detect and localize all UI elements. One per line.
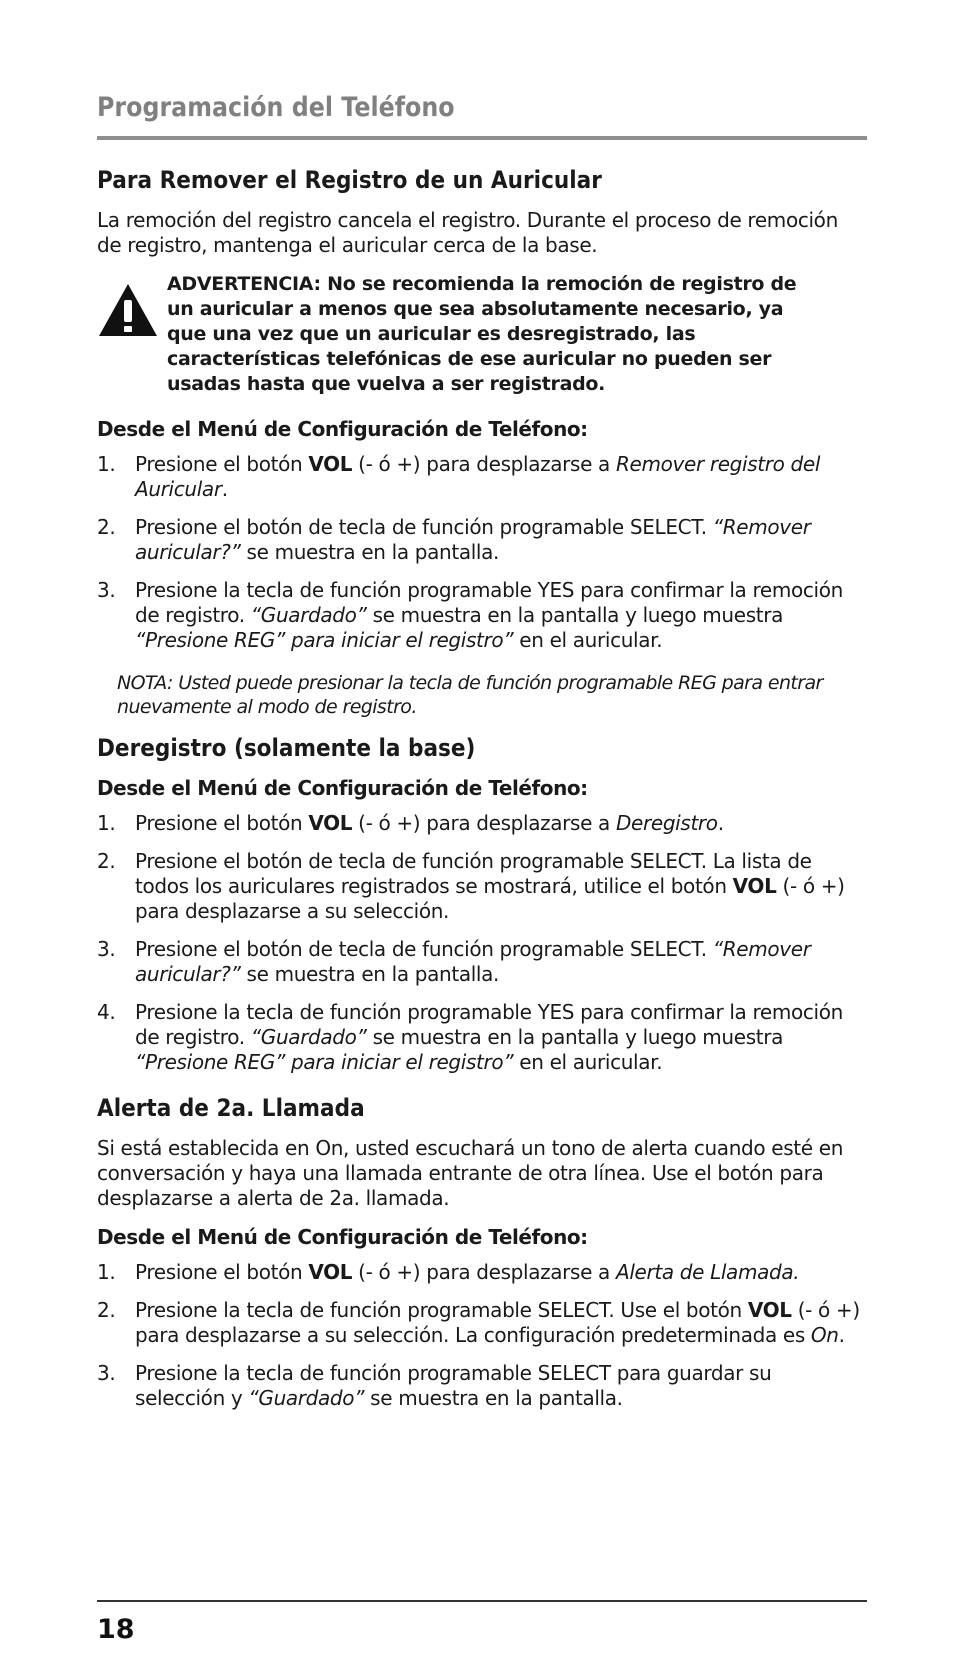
step-text-run: en el auricular. (513, 1050, 663, 1074)
section-heading-deregistration: Deregistro (solamente la base) (97, 734, 476, 762)
step-text-run: . (838, 1323, 845, 1347)
step-number: 2. (97, 849, 116, 873)
step-text (135, 849, 867, 924)
step-number: 3. (97, 937, 116, 961)
step-text-run: Presione el botón (135, 452, 309, 476)
step-number: 1. (97, 452, 116, 476)
step-text-run: VOL (747, 1298, 792, 1322)
note-text: NOTA: Usted puede presionar la tecla de función programable REG para entrar nuevamente al modo de registro. (117, 672, 823, 718)
steps-list (97, 452, 867, 653)
step-text-run: Remover registro del Auricular (135, 452, 821, 501)
step-text-run: “Presione REG” para iniciar el registro” (135, 628, 514, 652)
step-text-run: “Guardado” (250, 1025, 367, 1049)
step-text-run: se muestra en la pantalla y luego muestra (366, 1025, 784, 1049)
step-text (135, 1298, 867, 1348)
step-text-run: se muestra en la pantalla. (364, 1386, 623, 1410)
warning-text: ADVERTENCIA: No se recomienda la remoción de registro de un auricular a menos que sea absolutamente necesario, ya que una vez que un auricular es desregistrado, las características telefónicas de ese auricular no pueden ser usadas hasta que vuelva a ser registrado. (167, 273, 797, 395)
warning-triangle-icon (97, 272, 167, 397)
step-text-run: Presione la tecla de función programable SELECT. Use el botón (135, 1298, 748, 1322)
step-text (135, 937, 867, 987)
step-text-run: en el auricular. (513, 628, 663, 652)
step-item (97, 1298, 867, 1348)
step-text-run: “Guardado” (250, 603, 367, 627)
step-number: 2. (97, 515, 116, 539)
step-text-run: “Guardado” (248, 1386, 365, 1410)
step-text-run: Presione el botón (135, 811, 309, 835)
steps-list (97, 811, 867, 1075)
menu-subheading: Desde el Menú de Configuración de Teléfono: (97, 776, 588, 800)
page-header-title: Programación del Teléfono (97, 92, 455, 123)
section-heading-call-waiting-alert: Alerta de 2a. Llamada (97, 1094, 365, 1122)
step-number: 4. (97, 1000, 116, 1024)
step-text-run: Presione la tecla de función programable YES para confirmar la remoción de registro. (135, 1000, 843, 1049)
section-intro-call-waiting-alert: Si está establecida en On, usted escuchará un tono de alerta cuando esté en conversación y haya una llamada entrante de otra línea. Use el botón para desplazarse a alerta de 2a. llamada. (97, 1136, 844, 1210)
step-item (97, 849, 867, 924)
step-text-run: Presione el botón de tecla de función programable SELECT. (135, 515, 713, 539)
step-text-run: VOL (308, 1260, 353, 1284)
step-text-run: (- ó +) para desplazarse a (352, 811, 616, 835)
step-text-run: VOL (308, 452, 353, 476)
step-text-run: se muestra en la pantalla y luego muestra (366, 603, 784, 627)
step-text-run: . (221, 477, 228, 501)
step-number: 3. (97, 1361, 116, 1385)
step-text-run: On (810, 1323, 839, 1347)
step-text-run: VOL (308, 811, 353, 835)
step-text (135, 1361, 867, 1411)
menu-subheading: Desde el Menú de Configuración de Teléfono: (97, 1225, 588, 1249)
step-text-run: (- ó +) para desplazarse a su selección. La configuración predeterminada es (135, 1298, 860, 1347)
step-text-run: se muestra en la pantalla. (240, 540, 500, 564)
step-text (135, 1260, 867, 1285)
step-item (97, 1260, 867, 1285)
step-text-run: Alerta de Llamada. (615, 1260, 800, 1284)
step-number: 2. (97, 1298, 116, 1322)
step-text-run: “Presione REG” para iniciar el registro” (135, 1050, 514, 1074)
step-text-run: (- ó +) para desplazarse a su selección. (135, 874, 845, 923)
step-item (97, 515, 867, 565)
step-text-run: Presione el botón de tecla de función programable SELECT. La lista de todos los auriculares registrados se mostrará, utilice el botón (135, 849, 812, 898)
warning-box (97, 272, 867, 397)
footer-divider (97, 1600, 867, 1602)
step-text (135, 515, 867, 565)
step-text-run: VOL (732, 874, 777, 898)
step-item (97, 1000, 867, 1075)
step-text (135, 1000, 867, 1075)
page-content (97, 165, 867, 1429)
step-text-run: . (717, 811, 724, 835)
page-number: 18 (97, 1614, 135, 1645)
step-text-run: Presione la tecla de función programable SELECT para guardar su selección y (135, 1361, 772, 1410)
step-number: 1. (97, 811, 116, 835)
step-text-run: Presione el botón (135, 1260, 309, 1284)
section-intro-remove-registration: La remoción del registro cancela el registro. Durante el proceso de remoción de registro, mantenga el auricular cerca de la base. (97, 208, 838, 257)
step-text-run: se muestra en la pantalla. (240, 962, 500, 986)
menu-subheading: Desde el Menú de Configuración de Teléfono: (97, 417, 588, 441)
section-heading-remove-registration: Para Remover el Registro de un Auricular (97, 166, 602, 194)
step-text (135, 452, 867, 502)
step-text-run: (- ó +) para desplazarse a (352, 452, 616, 476)
step-text-run: “Remover auricular?” (135, 937, 811, 986)
step-text-run: (- ó +) para desplazarse a (352, 1260, 616, 1284)
step-number: 3. (97, 578, 116, 602)
step-number: 1. (97, 1260, 116, 1284)
step-text-run: Presione el botón de tecla de función programable SELECT. (135, 937, 713, 961)
step-item (97, 937, 867, 987)
step-text (135, 578, 867, 653)
step-text-run: “Remover auricular?” (135, 515, 811, 564)
step-text-run: Presione la tecla de función programable YES para confirmar la remoción de registro. (135, 578, 843, 627)
step-text (135, 811, 867, 836)
header-divider (97, 136, 867, 140)
step-item (97, 452, 867, 502)
step-item (97, 578, 867, 653)
step-text-run: Deregistro (615, 811, 718, 835)
steps-list (97, 1260, 867, 1411)
step-item (97, 811, 867, 836)
step-item (97, 1361, 867, 1411)
